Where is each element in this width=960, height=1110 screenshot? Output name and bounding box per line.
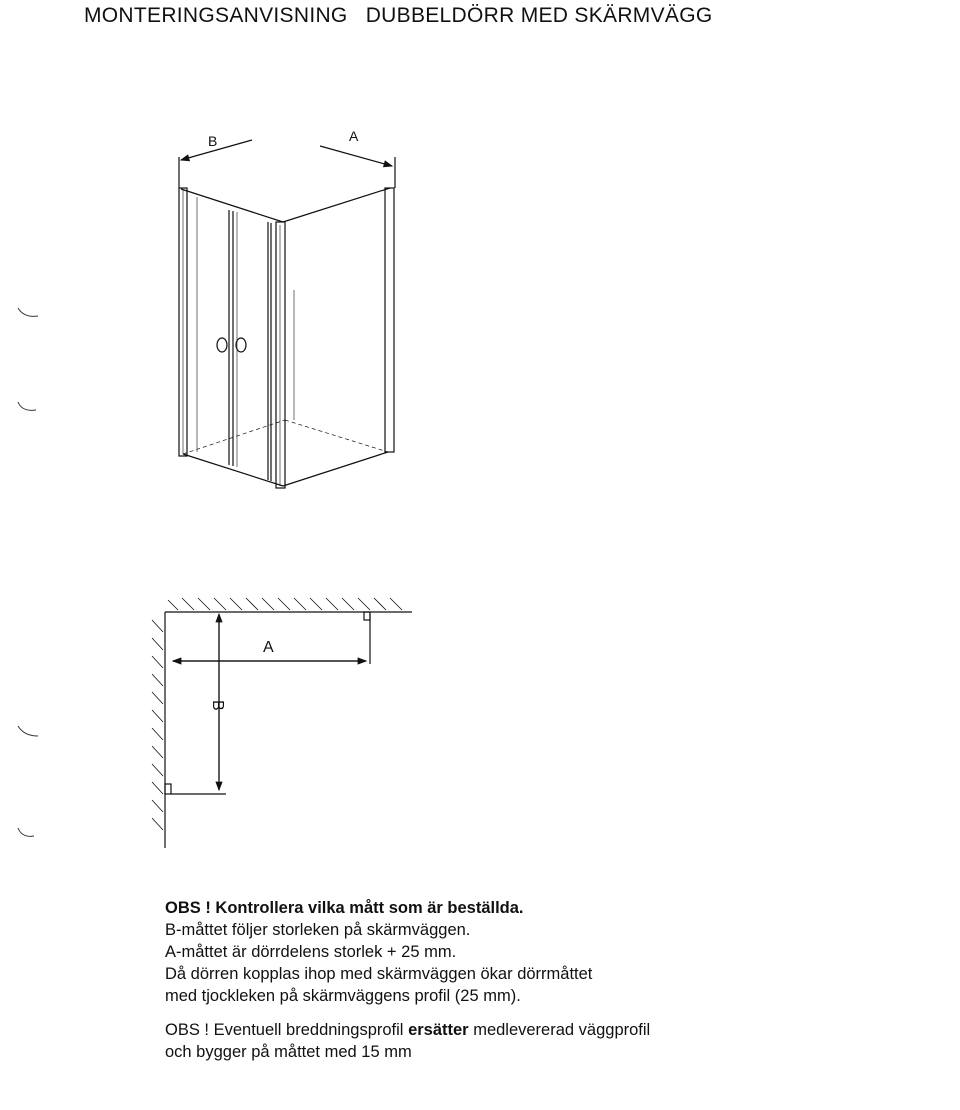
note-line-1: OBS ! Kontrollera vilka mått som är beställda. (165, 899, 524, 917)
instruction-notes (165, 897, 885, 1063)
door-handle-icon (236, 338, 246, 352)
plan-label-b: B (209, 700, 226, 711)
shower-isometric-drawing (179, 140, 395, 488)
title-part-1: MONTERINGSANVISNING (84, 4, 348, 27)
note-line-3: A-måttet är dörrdelens storlek + 25 mm. (165, 943, 457, 961)
door-handle-icon (217, 338, 227, 352)
note-line-6-bold: ersätter (408, 1021, 469, 1039)
note-line-6-post: medlevererad väggprofil (468, 1021, 651, 1039)
note-line-4: Då dörren kopplas ihop med skärmväggen ökar dörrmåttet (165, 965, 593, 983)
note-line-2: B-måttet följer storleken på skärmväggen. (165, 921, 471, 939)
note-line-5: med tjockleken på skärmväggens profil (25 mm). (165, 987, 521, 1005)
plan-view-drawing (152, 598, 412, 848)
dimension-label-a: A (349, 128, 359, 144)
note-line-6-pre: OBS ! Eventuell breddningsprofil (165, 1021, 409, 1039)
note-line-6 (165, 1019, 885, 1041)
note-line-7: och bygger på måttet med 15 mm (165, 1043, 412, 1061)
plan-label-a: A (263, 639, 274, 656)
dimension-arrow-a (320, 146, 392, 166)
dimension-label-b: B (208, 133, 218, 149)
margin-marks (18, 308, 38, 836)
title-part-2: DUBBELDÖRR MED SKÄRMVÄGG (365, 4, 713, 27)
